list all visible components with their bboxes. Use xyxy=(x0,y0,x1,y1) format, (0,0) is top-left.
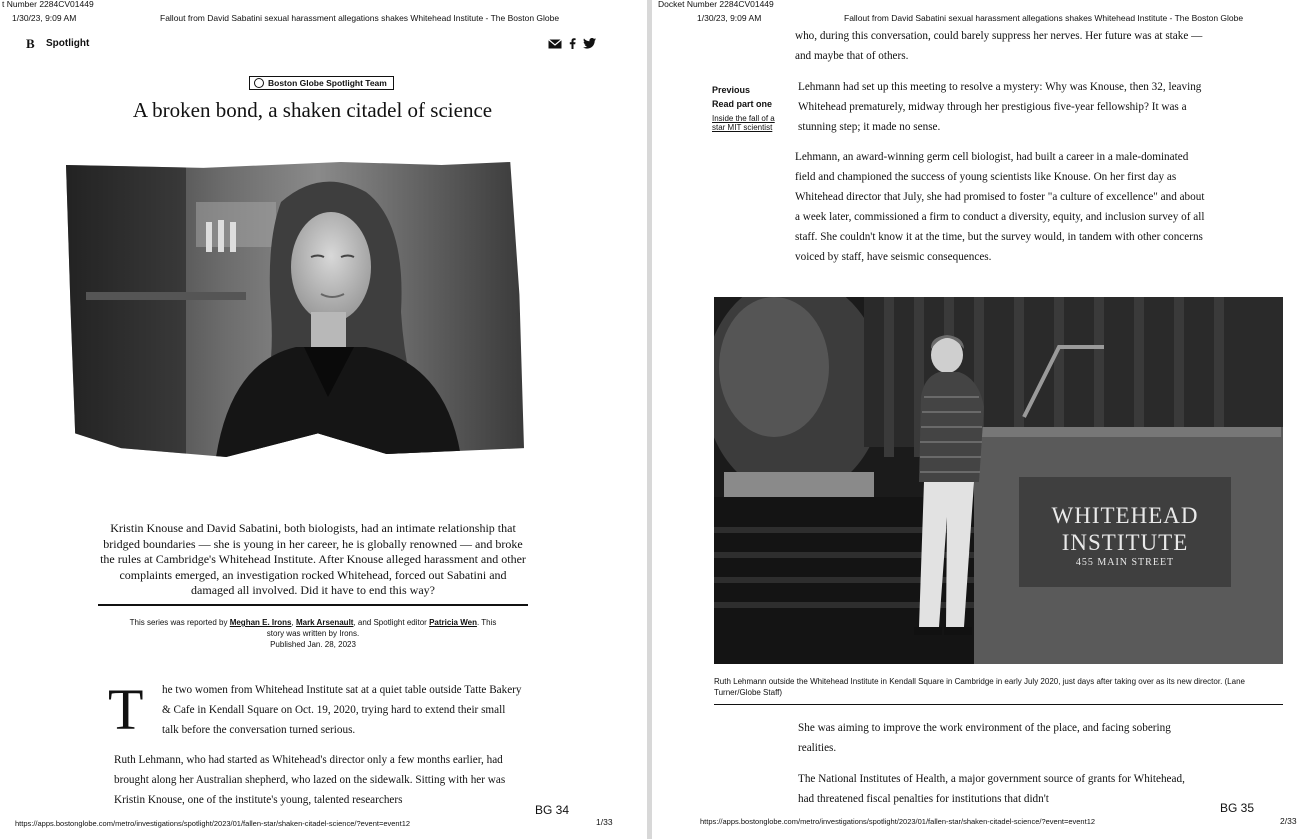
paragraph-2: Ruth Lehmann, who had started as Whitehead's director only a few months earlier, had brought along her Australian shepherd, who lazed on the sidewalk. Sitting with her was Kristin Knouse, one of the institute's young, talented researchers xyxy=(114,754,506,806)
share-bar xyxy=(548,38,596,49)
article-dek: Kristin Knouse and David Sabatini, both biologists, had an intimate relationship that bridged boundaries — she is young in her career, he is globally renowned — and broke the rules at Cambridge's Whitehead Institute. After Knouse alleged harassment and other complaints emerged, an investigation rocked Whitehead, forced out Sabatini and damaged all involved. Did it have to end this way? xyxy=(100,521,526,597)
credit-suffix: . This story was written by Irons. xyxy=(266,618,497,638)
byline-credit xyxy=(128,617,498,650)
print-date: 1/30/23, 9:09 AM xyxy=(697,13,762,23)
drop-cap: T xyxy=(108,677,144,742)
bates-number: BG 34 xyxy=(535,803,570,817)
print-page-number: 1/33 xyxy=(596,817,613,827)
twitter-icon[interactable] xyxy=(583,38,596,49)
credit-mid: , and Spotlight editor xyxy=(353,618,427,627)
author-link-irons[interactable]: Meghan E. Irons xyxy=(229,618,292,627)
whitehead-image xyxy=(714,297,1283,664)
section-label[interactable]: Spotlight xyxy=(46,38,90,49)
whitehead-photo xyxy=(714,297,1283,664)
sign-line-2: INSTITUTE xyxy=(1061,530,1189,555)
facebook-icon[interactable] xyxy=(569,38,576,49)
credit-prefix: This series was reported by xyxy=(129,618,228,627)
print-page-number: 2/33 xyxy=(1280,816,1297,826)
sign-line-1: WHITEHEAD xyxy=(1051,503,1199,528)
print-header-title: Fallout from David Sabatini sexual harassment allegations shakes Whitehead Institute - The Boston Globe xyxy=(844,13,1244,23)
credit-separator: , xyxy=(291,618,294,627)
team-badge-label: Boston Globe Spotlight Team xyxy=(268,78,387,88)
print-url[interactable]: https://apps.bostonglobe.com/metro/investigations/spotlight/2023/01/fallen-star/shaken-citadel-science/?event=event12 xyxy=(15,819,411,828)
print-url[interactable]: https://apps.bostonglobe.com/metro/investigations/spotlight/2023/01/fallen-star/shaken-citadel-science/?event=event12 xyxy=(700,817,1096,826)
read-part-one-label: Read part one xyxy=(712,99,773,109)
previous-label: Previous xyxy=(712,85,751,95)
globe-logo-icon[interactable]: B xyxy=(26,36,35,51)
docket-number: t Number 2284CV01449 xyxy=(2,0,94,9)
portrait-image xyxy=(66,162,524,457)
institute-sign xyxy=(1019,502,1231,570)
mail-icon[interactable] xyxy=(548,39,562,49)
article-headline: A broken bond, a shaken citadel of science xyxy=(132,98,493,122)
paragraph-6: The National Institutes of Health, a major government source of grants for Whitehead, had threatened fiscal penalties for institutions that didn't xyxy=(798,773,1185,805)
photo-caption: Ruth Lehmann outside the Whitehead Institute in Kendall Square in Cambridge in early July 2020, just days after taking over as its new director. (Lane Turner/Globe Staff) xyxy=(714,677,1245,697)
publish-date: Published Jan. 28, 2023 xyxy=(270,640,356,649)
author-link-wen[interactable]: Patricia Wen xyxy=(429,618,477,627)
paragraph-1: he two women from Whitehead Institute sat at a quiet table outside Tatte Bakery & Cafe in Kendall Square on Oct. 19, 2020, trying hard to extend their small talk before the conversation turned serious. xyxy=(162,684,522,736)
part-one-link[interactable]: Inside the fall of a star MIT scientist xyxy=(712,114,775,132)
team-badge[interactable] xyxy=(249,75,394,93)
dek-divider xyxy=(98,604,528,606)
sign-line-3: 455 MAIN STREET xyxy=(1075,557,1175,568)
paragraph-4: Lehmann, an award-winning germ cell biologist, had built a career in a male-dominated field and championed the success of young scientists like Knouse. On her first day as Whitehead director that July, she had promised to foster "a culture of excellence" and about a week later, commissioned a firm to conduct a diversity, equity, and inclusion survey of all staff. She couldn't know it at the time, but the survey would, in tandem with other concerns voiced by staff, have seismic consequences. xyxy=(795,151,1205,263)
docket-number: Docket Number 2284CV01449 xyxy=(658,0,774,9)
print-date: 1/30/23, 9:09 AM xyxy=(12,13,77,23)
paragraph-5: She was aiming to improve the work environment of the place, and facing sobering realities. xyxy=(798,722,1171,754)
globe-circle-icon xyxy=(254,78,264,88)
right-page xyxy=(652,0,1304,839)
print-header-title: Fallout from David Sabatini sexual harassment allegations shakes Whitehead Institute - The Boston Globe xyxy=(160,13,560,23)
paragraph-continued: who, during this conversation, could barely suppress her nerves. Her future was at stake — and maybe that of others. xyxy=(795,30,1203,62)
bates-number: BG 35 xyxy=(1220,801,1255,815)
author-link-arsenault[interactable]: Mark Arsenault xyxy=(295,618,354,627)
hero-photo xyxy=(66,162,524,457)
left-page xyxy=(0,0,647,839)
caption-divider xyxy=(714,704,1283,705)
paragraph-3: Lehmann had set up this meeting to resolve a mystery: Why was Knouse, then 32, leaving Whitehead prematurely, midway through her prestigious five-year fellowship? It was a stunning step; it made no sense. xyxy=(798,81,1202,133)
